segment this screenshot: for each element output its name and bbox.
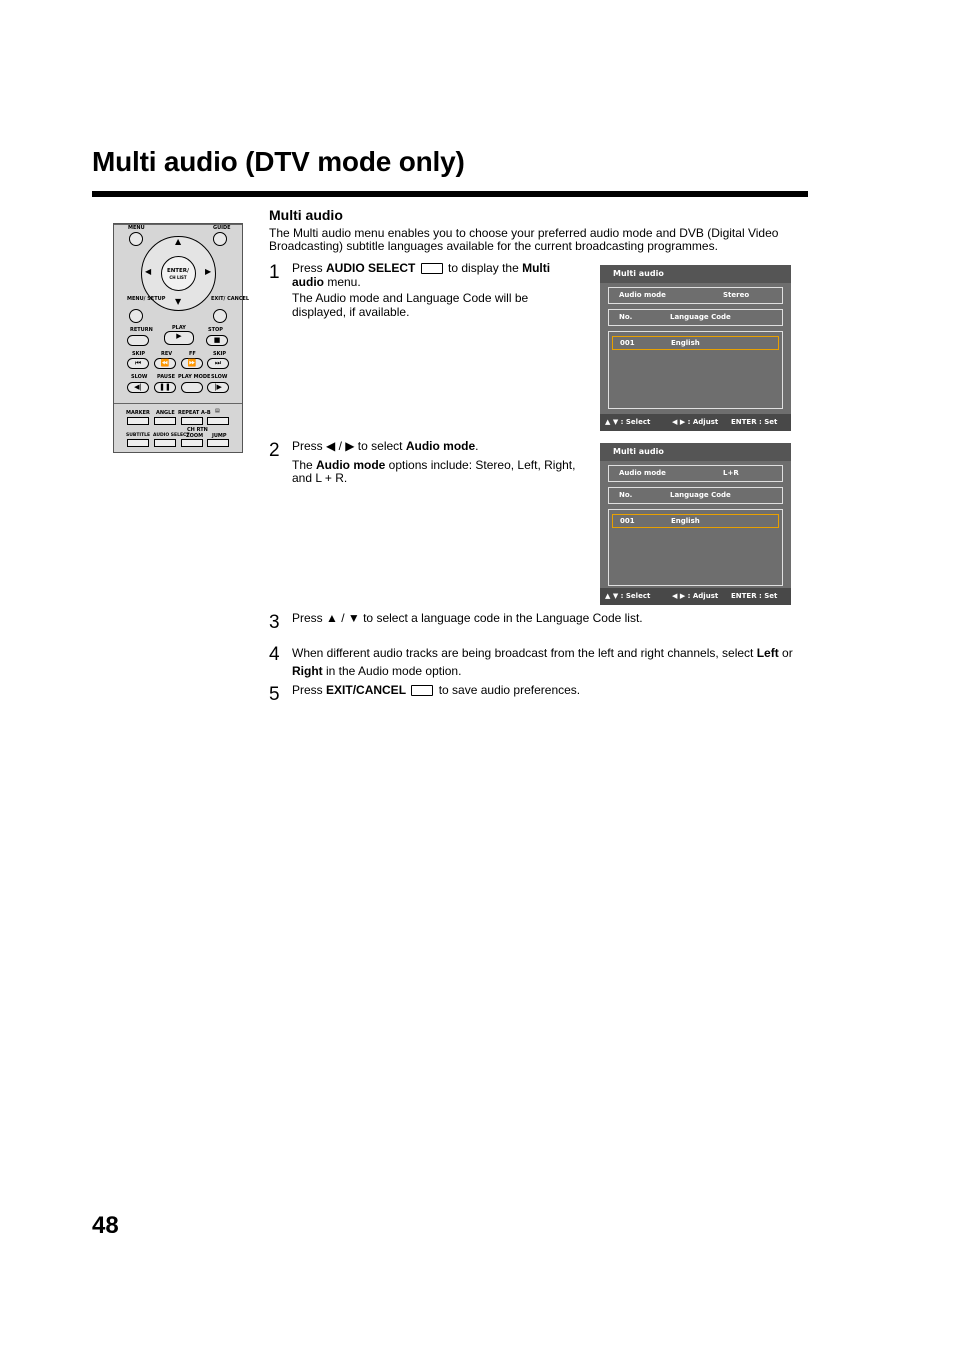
text <box>415 261 418 275</box>
foot-enter: ENTER : Set <box>731 592 778 600</box>
stop-button: ■ <box>206 335 228 346</box>
text: The <box>292 457 317 472</box>
audio-mode-label: Audio mode <box>619 291 666 299</box>
text: options include: Stereo, Left, Right, and L + R. <box>292 457 576 485</box>
audio-select-button <box>154 439 176 447</box>
foot-adjust: ◀ ▶ : Adjust <box>672 592 719 600</box>
step-5-line <box>292 684 692 698</box>
text: to save audio preferences. <box>435 683 581 697</box>
language-row-selected <box>612 336 779 350</box>
foot-select: ▲ ▼ : Select <box>605 592 651 600</box>
remote-label-slow-left: SLOW <box>131 374 148 380</box>
step-4-line <box>292 644 808 680</box>
bold-text: Audio mode <box>316 457 386 472</box>
remote-label-play-mode: PLAY MODE <box>178 374 211 380</box>
language-header-row <box>608 309 783 326</box>
jump-button <box>207 439 229 447</box>
audio-mode-row <box>608 465 783 482</box>
enter-button: ENTER/ CH LIST <box>161 256 196 291</box>
remote-label-pause: PAUSE <box>157 374 175 380</box>
text: Press <box>292 683 327 697</box>
remote-divider <box>114 403 242 404</box>
step-5-text <box>292 684 692 698</box>
remote-label-marker: MARKER <box>126 410 150 416</box>
pause-button: ❚❚ <box>154 382 176 393</box>
remote-label-angle: ANGLE <box>156 410 175 416</box>
row-language: English <box>671 517 700 525</box>
remote-label-menu-setup: MENU/ SETUP <box>127 296 166 302</box>
text: in the Audio mode option. <box>322 664 462 678</box>
bold-text: EXIT/CANCEL <box>326 683 407 697</box>
inline-button-icon <box>411 685 433 696</box>
col-language-code: Language Code <box>670 491 731 499</box>
audio-mode-value: Stereo <box>723 291 750 299</box>
text: to display the <box>444 261 523 275</box>
audio-mode-label: Audio mode <box>619 469 666 477</box>
remote-label-skip-next: SKIP <box>213 351 227 357</box>
remote-label-audio-select: AUDIO SELECT <box>153 433 190 438</box>
text: Press <box>292 261 327 275</box>
play-button: ▶ <box>164 331 194 345</box>
language-row-selected <box>612 514 779 528</box>
bold-text: Multi audio <box>292 261 551 289</box>
arrow-down-icon: ▼ <box>175 297 182 306</box>
remote-label-stop: STOP <box>208 327 223 333</box>
osd-screen-stereo <box>600 265 791 431</box>
text: . <box>475 439 479 453</box>
section-intro: The Multi audio menu enables you to choose your preferred audio mode and DVB (Digital Video Broadcasting) subtitle languages available for the current broadcasting programmes. <box>269 226 779 253</box>
remote-label-return: RETURN <box>130 327 153 333</box>
step-3-line <box>292 612 812 626</box>
title-rule <box>92 191 808 197</box>
rev-button: ⏪ <box>154 358 176 369</box>
remote-label-ch-rtn: CH RTN <box>187 427 208 433</box>
remote-label-guide: GUIDE <box>213 225 231 231</box>
audio-mode-row <box>608 287 783 304</box>
osd-title: Multi audio <box>600 265 791 283</box>
step-1-text <box>292 262 577 319</box>
section-heading: Multi audio <box>269 207 343 223</box>
text: Press ▲ / ▼ to select a language code in the Language Code list. <box>292 611 643 625</box>
row-no: 001 <box>620 517 635 525</box>
remote-label-repeat-ab: REPEAT A-B <box>178 410 211 416</box>
skip-next-button: ⏭ <box>207 358 229 369</box>
step-2-text <box>292 440 577 486</box>
col-no: No. <box>619 313 633 321</box>
foot-select: ▲ ▼ : Select <box>605 418 651 426</box>
text: or <box>778 646 793 660</box>
remote-label-subtitle: SUBTITLE <box>126 433 151 438</box>
remote-label-slow-right: SLOW <box>211 374 228 380</box>
audio-mode-value: L+R <box>723 469 739 477</box>
menu-setup-button <box>129 309 143 323</box>
repeat-ab-button <box>181 417 203 425</box>
col-language-code: Language Code <box>670 313 731 321</box>
remote-label-zoom: ZOOM <box>186 433 204 439</box>
arrow-right-icon: ▶ <box>205 267 212 276</box>
slow-right-button: |▶ <box>207 382 229 393</box>
menu-button <box>129 232 143 246</box>
bold-text: Right <box>292 664 323 678</box>
foot-enter: ENTER : Set <box>731 418 778 426</box>
exit-cancel-button <box>213 309 227 323</box>
step-number: 3 <box>269 612 280 633</box>
language-header-row <box>608 487 783 504</box>
step-number: 2 <box>269 440 280 461</box>
text: When different audio tracks are being broadcast from the left and right channels, select <box>292 646 757 660</box>
col-no: No. <box>619 491 633 499</box>
step-1-line <box>292 262 577 289</box>
row-language: English <box>671 339 700 347</box>
osd-title: Multi audio <box>600 443 791 461</box>
inline-button-icon <box>421 263 443 274</box>
skip-prev-button: ⏮ <box>127 358 149 369</box>
angle-button <box>154 417 176 425</box>
subtitle-button <box>127 439 149 447</box>
step-2-line <box>292 440 577 454</box>
zoom-button <box>181 439 203 447</box>
remote-label-play: PLAY <box>172 325 186 331</box>
subtitle-icon: ▤ <box>215 408 220 414</box>
ff-button: ⏩ <box>181 358 203 369</box>
bold-text: AUDIO SELECT <box>326 261 416 275</box>
remote-label-menu: MENU <box>128 225 145 231</box>
row-no: 001 <box>620 339 635 347</box>
page-title: Multi audio (DTV mode only) <box>92 146 465 177</box>
marker-button <box>127 417 149 425</box>
slow-left-button: ◀| <box>127 382 149 393</box>
foot-adjust: ◀ ▶ : Adjust <box>672 418 719 426</box>
step-number: 1 <box>269 262 280 283</box>
arrow-left-icon: ◀ <box>145 267 152 276</box>
text <box>406 683 409 697</box>
play-mode-button <box>181 382 203 393</box>
subtitle-toggle-button <box>207 417 229 425</box>
page-number: 48 <box>92 1212 119 1239</box>
text: menu. <box>324 274 361 289</box>
remote-control-illustration <box>113 223 250 453</box>
remote-label-ff: FF <box>189 351 196 357</box>
remote-label-skip-prev: SKIP <box>132 351 146 357</box>
language-list <box>608 331 783 409</box>
guide-button <box>213 232 227 246</box>
osd-footer <box>600 414 791 431</box>
step-number: 4 <box>269 644 280 665</box>
step-1-detail: The Audio mode and Language Code will be displayed, if available. <box>292 291 529 319</box>
bold-text: Audio mode <box>405 439 476 453</box>
text: Press ◀ / ▶ to select <box>292 439 406 453</box>
step-3-text <box>292 612 812 626</box>
step-2-detail <box>292 459 577 486</box>
language-list <box>608 509 783 586</box>
remote-label-jump: JUMP <box>212 433 227 439</box>
step-number: 5 <box>269 684 280 705</box>
remote-label-exit-cancel: EXIT/ CANCEL <box>211 296 250 302</box>
return-button <box>127 335 149 346</box>
remote-label-rev: REV <box>161 351 173 357</box>
bold-text: Left <box>756 646 779 660</box>
osd-footer <box>600 588 791 605</box>
osd-screen-lr <box>600 443 791 605</box>
arrow-up-icon: ▲ <box>175 237 182 246</box>
step-4-text <box>292 644 808 680</box>
